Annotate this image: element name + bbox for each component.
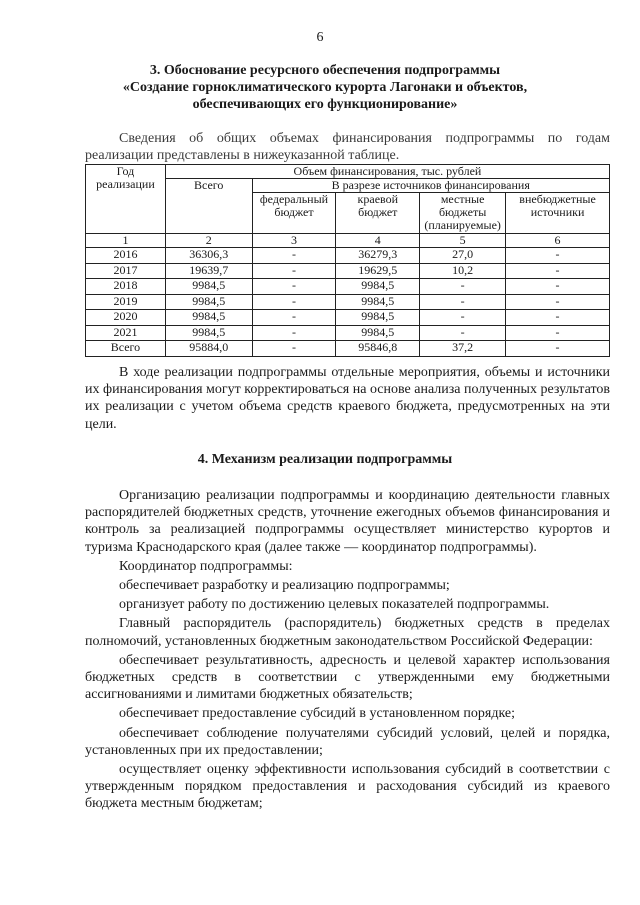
cell-total: 9984,5 — [165, 294, 252, 310]
table-header-row — [86, 165, 610, 179]
paragraph: Координатор подпрограммы: — [119, 558, 293, 574]
cell-local: 10,2 — [420, 263, 506, 279]
header-year: Год реализации — [86, 165, 166, 234]
cell-total: 9984,5 — [165, 310, 252, 326]
column-number: 5 — [420, 234, 506, 248]
column-number-row — [86, 234, 610, 248]
cell-regional: 9984,5 — [336, 325, 420, 341]
cell-total: 19639,7 — [165, 263, 252, 279]
table-row — [86, 263, 610, 279]
cell-total: 9984,5 — [165, 325, 252, 341]
cell-total: 95884,0 — [165, 341, 252, 357]
cell-local: - — [420, 310, 506, 326]
header-extra: внебюджетные источники — [506, 193, 610, 234]
cell-regional: 9984,5 — [336, 310, 420, 326]
column-number: 6 — [506, 234, 610, 248]
cell-extra: - — [506, 310, 610, 326]
cell-local: 37,2 — [420, 341, 506, 357]
cell-federal: - — [252, 248, 336, 264]
header-local: местные бюджеты (планируемые) — [420, 193, 506, 234]
table-row — [86, 325, 610, 341]
section-4-body — [85, 487, 610, 813]
cell-federal: - — [252, 294, 336, 310]
paragraph: осуществляет оценку эффективности использования субсидий в соответствии с утвержденным порядком предоставления и расходования субсидий из краевого бюджета местным бюджетам; — [85, 762, 610, 812]
cell-year: 2019 — [86, 294, 166, 310]
page-number: 6 — [316, 30, 324, 45]
cell-local: 27,0 — [420, 248, 506, 264]
cell-federal: - — [252, 341, 336, 357]
table-row — [86, 310, 610, 326]
column-number: 4 — [336, 234, 420, 248]
cell-local: - — [420, 279, 506, 295]
cell-federal: - — [252, 325, 336, 341]
cell-total: 9984,5 — [165, 279, 252, 295]
paragraph: обеспечивает разработку и реализацию подпрограммы; — [119, 578, 450, 594]
section-3-title-line: обеспечивающих его функционирование» — [192, 97, 458, 112]
cell-local: - — [420, 325, 506, 341]
header-federal: федеральный бюджет — [252, 193, 336, 234]
after-table-paragraph: В ходе реализации подпрограммы отдельные мероприятия, объемы и источники их финансирования могут корректироваться на основе анализа полученных результатов их реализации с учетом объема средств краевого бюджета, предусмотренных на эти цели. — [85, 365, 610, 432]
table-row — [86, 248, 610, 264]
paragraph: организует работу по достижению целевых показателей подпрограммы. — [119, 597, 550, 613]
cell-year: Всего — [86, 341, 166, 357]
column-number: 1 — [86, 234, 166, 248]
section-3-title-line: 3. Обоснование ресурсного обеспечения подпрограммы — [149, 63, 501, 78]
cell-extra: - — [506, 248, 610, 264]
cell-extra: - — [506, 279, 610, 295]
cell-federal: - — [252, 310, 336, 326]
cell-regional: 36279,3 — [336, 248, 420, 264]
cell-local: - — [420, 294, 506, 310]
header-by-sources: В разрезе источников финансирования — [252, 179, 609, 193]
table-intro-paragraph: Сведения об общих объемах финансирования подпрограммы по годам реализации представлены в нижеуказанной таблице. — [85, 131, 610, 164]
paragraph: обеспечивает соблюдение получателями субсидий условий, целей и порядка, установленных при их предоставлении; — [85, 725, 610, 758]
table-row — [86, 294, 610, 310]
cell-regional: 19629,5 — [336, 263, 420, 279]
table-row — [86, 279, 610, 295]
financing-table — [85, 164, 610, 357]
cell-extra: - — [506, 341, 610, 357]
cell-year: 2021 — [86, 325, 166, 341]
cell-federal: - — [252, 263, 336, 279]
cell-year: 2018 — [86, 279, 166, 295]
header-volume: Объем финансирования, тыс. рублей — [165, 165, 609, 179]
column-number: 3 — [252, 234, 336, 248]
header-regional: краевой бюджет — [336, 193, 420, 234]
cell-regional: 9984,5 — [336, 279, 420, 295]
after-table-block — [85, 364, 610, 433]
paragraph: Организацию реализации подпрограммы и координацию деятельности главных распорядителей бюджетных средств, уточнение ежегодных объемов финансирования и контроль за реализацией подпрограммы осуществляет министерство курортов и туризма Краснодарского края (далее также — координатор подпрограммы). — [85, 488, 610, 555]
section-3-title-line: «Создание горноклиматического курорта Лагонаки и объектов, — [122, 80, 528, 95]
section-4-title: 4. Механизм реализации подпрограммы — [197, 452, 453, 467]
cell-year: 2017 — [86, 263, 166, 279]
cell-regional: 9984,5 — [336, 294, 420, 310]
table-total-row — [86, 341, 610, 357]
cell-federal: - — [252, 279, 336, 295]
cell-extra: - — [506, 294, 610, 310]
paragraph: Главный распорядитель (распорядитель) бюджетных средств в пределах полномочий, установленных бюджетным законодательством Российской Федерации: — [85, 616, 610, 649]
cell-regional: 95846,8 — [336, 341, 420, 357]
section-3-title — [60, 62, 590, 113]
cell-year: 2020 — [86, 310, 166, 326]
header-total: Всего — [165, 179, 252, 234]
column-number: 2 — [165, 234, 252, 248]
cell-extra: - — [506, 325, 610, 341]
paragraph: обеспечивает результативность, адресность и целевой характер использования бюджетных средств в соответствии с утвержденными ему бюджетными ассигнованиями и лимитами бюджетных обязательств; — [85, 652, 610, 703]
cell-extra: - — [506, 263, 610, 279]
paragraph: обеспечивает предоставление субсидий в установленном порядке; — [119, 706, 516, 722]
cell-total: 36306,3 — [165, 248, 252, 264]
cell-year: 2016 — [86, 248, 166, 264]
